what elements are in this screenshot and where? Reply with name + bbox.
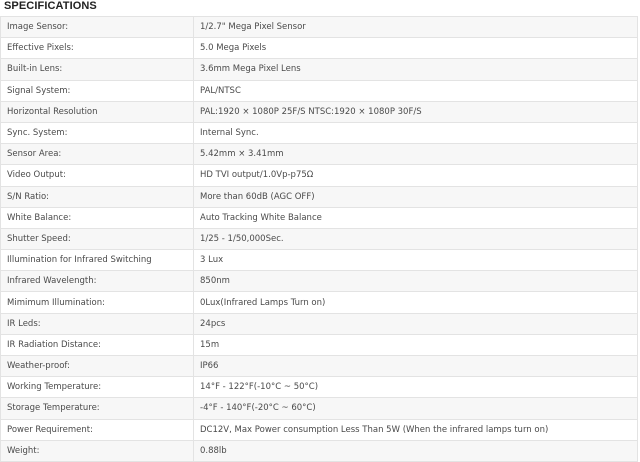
spec-value: More than 60dB (AGC OFF) — [194, 186, 638, 207]
spec-row — [1, 144, 638, 165]
spec-row — [1, 38, 638, 59]
spec-value: 0Lux(Infrared Lamps Turn on) — [194, 292, 638, 313]
spec-value: Internal Sync. — [194, 122, 638, 143]
spec-label: Storage Temperature: — [1, 398, 194, 419]
spec-value: 1/2.7" Mega Pixel Sensor — [194, 17, 638, 38]
spec-value: HD TVI output/1.0Vp-p75Ω — [194, 165, 638, 186]
spec-row — [1, 334, 638, 355]
spec-row — [1, 17, 638, 38]
spec-row — [1, 59, 638, 80]
spec-row — [1, 271, 638, 292]
spec-value: 850nm — [194, 271, 638, 292]
spec-label: Sensor Area: — [1, 144, 194, 165]
spec-row — [1, 80, 638, 101]
spec-value: PAL:1920 × 1080P 25F/S NTSC:1920 × 1080P 30F/S — [194, 101, 638, 122]
spec-label: White Balance: — [1, 207, 194, 228]
spec-label: Infrared Wavelength: — [1, 271, 194, 292]
spec-label: IR Leds: — [1, 313, 194, 334]
spec-row — [1, 122, 638, 143]
spec-label: Effective Pixels: — [1, 38, 194, 59]
section-heading: SPECIFICATIONS — [4, 0, 97, 12]
spec-label: Image Sensor: — [1, 17, 194, 38]
spec-label: Working Temperature: — [1, 377, 194, 398]
spec-row — [1, 313, 638, 334]
spec-label: Weight: — [1, 440, 194, 461]
spec-row — [1, 250, 638, 271]
spec-row — [1, 377, 638, 398]
spec-value: 14°F - 122°F(-10°C ~ 50°C) — [194, 377, 638, 398]
spec-row — [1, 101, 638, 122]
spec-row — [1, 398, 638, 419]
spec-value: -4°F - 140°F(-20°C ~ 60°C) — [194, 398, 638, 419]
spec-row — [1, 165, 638, 186]
spec-label: S/N Ratio: — [1, 186, 194, 207]
spec-value: 0.88lb — [194, 440, 638, 461]
specifications-table-body — [1, 17, 638, 462]
spec-value: DC12V, Max Power consumption Less Than 5W (When the infrared lamps turn on) — [194, 419, 638, 440]
spec-value: 3 Lux — [194, 250, 638, 271]
specifications-table — [0, 16, 638, 462]
spec-row — [1, 440, 638, 461]
spec-label: Illumination for Infrared Switching — [1, 250, 194, 271]
spec-value: IP66 — [194, 356, 638, 377]
spec-value: 3.6mm Mega Pixel Lens — [194, 59, 638, 80]
spec-label: Power Requirement: — [1, 419, 194, 440]
spec-label: Mimimum Illumination: — [1, 292, 194, 313]
spec-row — [1, 419, 638, 440]
spec-value: 5.42mm × 3.41mm — [194, 144, 638, 165]
spec-label: Horizontal Resolution — [1, 101, 194, 122]
spec-label: Built-in Lens: — [1, 59, 194, 80]
spec-row — [1, 228, 638, 249]
spec-label: Sync. System: — [1, 122, 194, 143]
spec-label: Video Output: — [1, 165, 194, 186]
spec-row — [1, 207, 638, 228]
spec-value: 5.0 Mega Pixels — [194, 38, 638, 59]
spec-label: Weather-proof: — [1, 356, 194, 377]
spec-label: IR Radiation Distance: — [1, 334, 194, 355]
spec-label: Signal System: — [1, 80, 194, 101]
spec-value: Auto Tracking White Balance — [194, 207, 638, 228]
spec-value: PAL/NTSC — [194, 80, 638, 101]
spec-row — [1, 186, 638, 207]
spec-value: 24pcs — [194, 313, 638, 334]
spec-value: 15m — [194, 334, 638, 355]
spec-row — [1, 356, 638, 377]
spec-value: 1/25 - 1/50,000Sec. — [194, 228, 638, 249]
spec-label: Shutter Speed: — [1, 228, 194, 249]
spec-row — [1, 292, 638, 313]
